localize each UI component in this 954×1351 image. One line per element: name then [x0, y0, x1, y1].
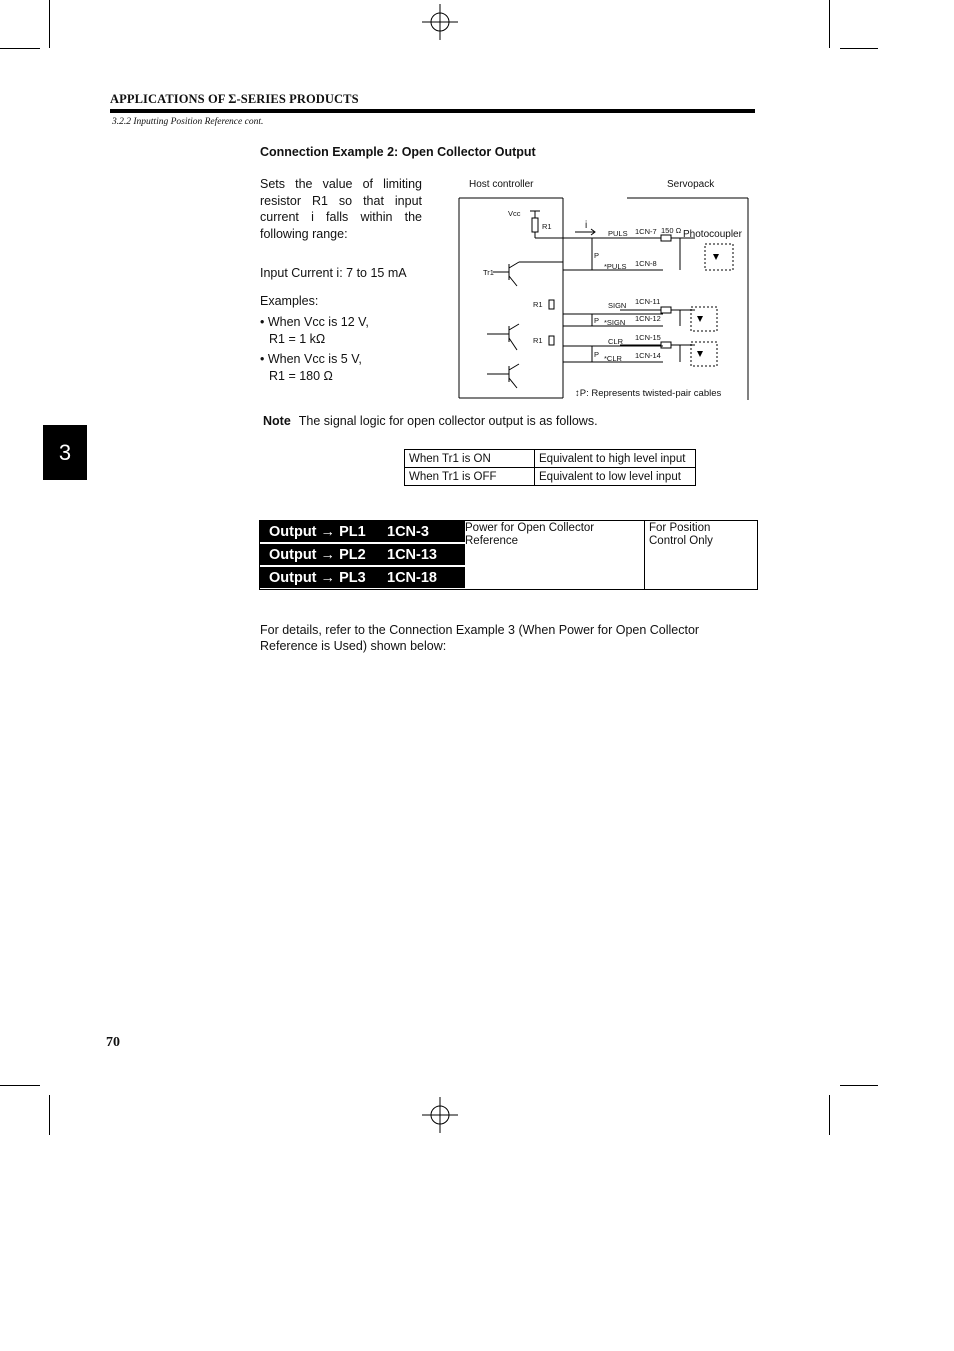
- pin-scope-line-1: For Position: [649, 522, 711, 534]
- r1-label-mid: R1: [533, 300, 543, 309]
- pin-1cn15-label: 1CN-15: [635, 333, 661, 342]
- clr-label: CLR: [608, 337, 624, 346]
- example-item-5v: [260, 351, 362, 385]
- pin-row-pl2: [260, 544, 465, 565]
- open-collector-circuit-diagram: [455, 174, 755, 404]
- registration-mark-top: [422, 4, 458, 40]
- note-text: The signal logic for open collector output is as follows.: [298, 414, 598, 428]
- resistor-150-ohm-label: 150 Ω: [661, 226, 682, 235]
- table-row: [405, 450, 696, 468]
- pin-number: 1CN-18: [387, 569, 437, 586]
- example-12v-value: R1 = 1 kΩ: [269, 332, 326, 346]
- input-current-line: Input Current i: 7 to 15 mA: [260, 266, 407, 280]
- pin-row-pl3: [260, 567, 465, 588]
- r1-label-low: R1: [533, 336, 543, 345]
- example-5v-value: R1 = 180 Ω: [269, 369, 333, 383]
- pin-scope-line-2: Control Only: [649, 535, 713, 547]
- note-label: Note: [263, 414, 291, 428]
- twisted-pair-note: ↕P: Represents twisted-pair cables: [575, 388, 722, 399]
- chapter-tab: 3: [43, 425, 87, 480]
- npuls-label: *PULS: [604, 262, 627, 271]
- table-row: [405, 468, 696, 486]
- pin-signal: Output → PL1: [269, 523, 366, 540]
- nsign-label: *SIGN: [604, 318, 626, 327]
- pin-1cn12-label: 1CN-12: [635, 314, 661, 323]
- signal-logic-table: [404, 449, 696, 486]
- host-controller-label: Host controller: [469, 179, 534, 190]
- example-12v-line: • When Vcc is 12 V,: [260, 315, 369, 329]
- example-5v-line: • When Vcc is 5 V,: [260, 352, 362, 366]
- current-i-label: i: [585, 220, 588, 231]
- pin-1cn8-label: 1CN-8: [635, 259, 657, 268]
- pin-box-divider: [644, 520, 645, 589]
- page-number: 70: [106, 1035, 120, 1050]
- pin-scope: [649, 522, 754, 548]
- photocoupler-label: Photocoupler: [683, 229, 742, 240]
- logic-meaning-cell: Equivalent to high level input: [535, 450, 696, 468]
- p-label-2: P: [594, 316, 600, 325]
- nclr-label: *CLR: [604, 354, 622, 363]
- details-paragraph: For details, refer to the Connection Example 3 (When Power for Open Collector Reference is Used) shown below:: [260, 623, 700, 653]
- logic-state-cell: When Tr1 is OFF: [405, 468, 535, 486]
- pin-description: [465, 522, 640, 548]
- header-rule: [110, 109, 755, 113]
- pin-1cn7-label: 1CN-7: [635, 227, 657, 236]
- example-item-12v: [260, 314, 369, 348]
- examples-label: Examples:: [260, 294, 319, 308]
- pin-1cn11-label: 1CN-11: [635, 297, 661, 306]
- pin-row-pl1: [260, 521, 465, 542]
- registration-mark-bottom: [422, 1097, 458, 1133]
- note: [263, 414, 598, 428]
- r1-label-top: R1: [542, 222, 552, 231]
- sign-label: SIGN: [608, 301, 627, 310]
- example-heading: Connection Example 2: Open Collector Output: [260, 145, 536, 159]
- tr1-label: Tr1: [483, 268, 494, 277]
- logic-meaning-cell: Equivalent to low level input: [535, 468, 696, 486]
- header-title: APPLICATIONS OF Σ-SERIES PRODUCTS: [110, 92, 359, 106]
- puls-label: PULS: [608, 229, 628, 238]
- logic-state-cell: When Tr1 is ON: [405, 450, 535, 468]
- pin-number: 1CN-3: [387, 523, 429, 540]
- p-label-3: P: [594, 350, 600, 359]
- vcc-label: Vcc: [508, 209, 521, 218]
- pin-description-line-2: Reference: [465, 535, 519, 547]
- pin-signal: Output → PL2: [269, 546, 366, 563]
- servopack-label: Servopack: [667, 179, 715, 190]
- pin-description-line-1: Power for Open Collector: [465, 522, 595, 534]
- pin-1cn14-label: 1CN-14: [635, 351, 661, 360]
- pin-signal: Output → PL3: [269, 569, 366, 586]
- p-label-1: P: [594, 251, 600, 260]
- subsection-label: 3.2.2 Inputting Position Reference cont.: [112, 117, 264, 127]
- intro-paragraph: Sets the value of limiting resistor R1 so that input current i falls within the following range:: [260, 177, 422, 241]
- pin-number: 1CN-13: [387, 546, 437, 563]
